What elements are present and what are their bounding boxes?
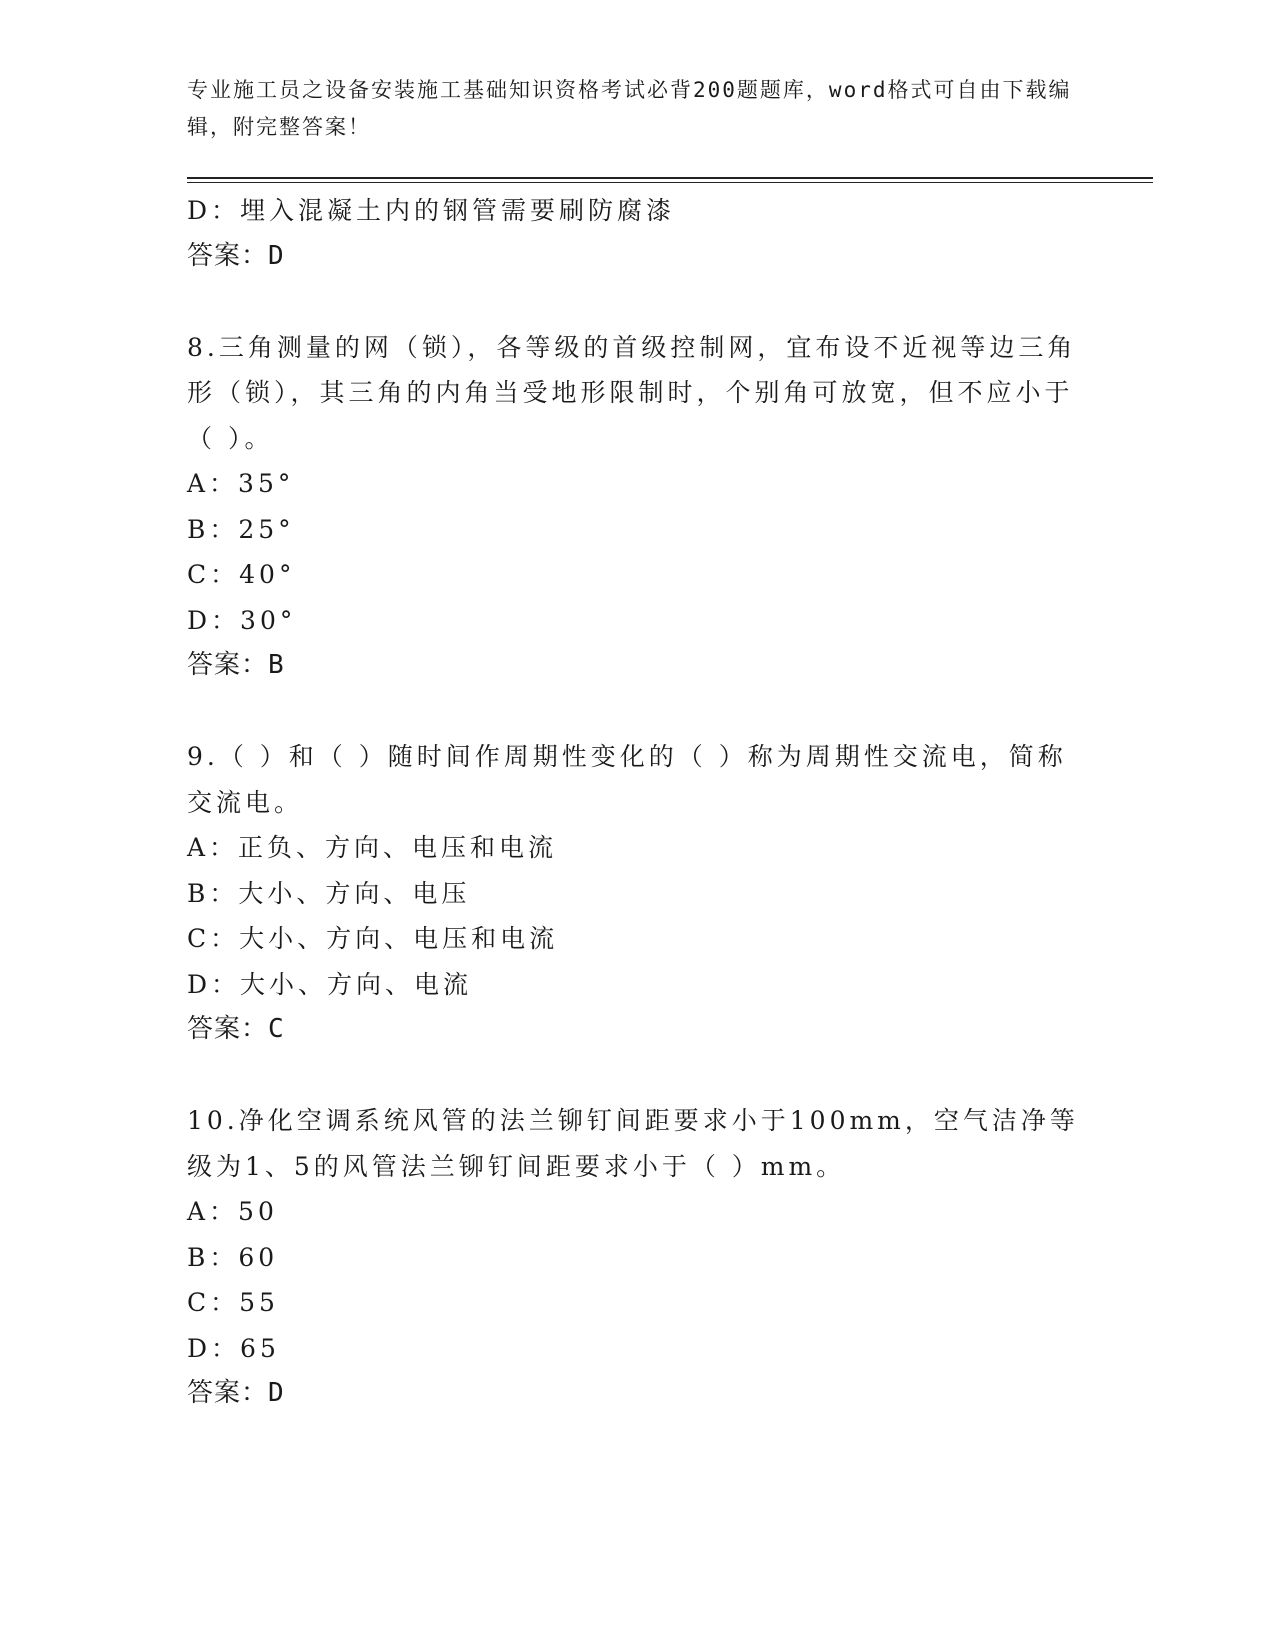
header-divider-thin (187, 182, 1153, 183)
option-d: D：埋入混凝土内的钢管需要刷防腐漆 (187, 196, 676, 225)
answer-line: 答案：D (187, 240, 285, 271)
option-d: D：大小、方向、电流 (187, 969, 473, 999)
answer-line: 答案：C (187, 1014, 285, 1044)
option-b: B：60 (187, 1242, 279, 1272)
document-body (187, 188, 1087, 1417)
spacer (187, 279, 1087, 325)
question-9 (187, 734, 1087, 1053)
option-b: B：大小、方向、电压 (187, 878, 471, 908)
option-c: C：40° (187, 560, 296, 589)
spacer (187, 1053, 1087, 1099)
option-a: A：正负、方向、电压和电流 (187, 833, 558, 862)
option-d: D：65 (187, 1333, 280, 1363)
question-10 (187, 1098, 1087, 1417)
option-a: A：35° (187, 469, 295, 498)
question-8 (187, 325, 1087, 689)
question-stem: 9.（ ）和（ ）随时间作周期性变化的（ ）称为周期性交流电，简称交流电。 (187, 742, 1067, 817)
option-a: A：50 (187, 1197, 278, 1226)
option-c: C：大小、方向、电压和电流 (187, 924, 559, 953)
question-stem: 8.三角测量的网（锁），各等级的首级控制网，宜布设不近视等边三角形（锁），其三角的内角当受地形限制时，个别角可放宽，但不应小于（ ）。 (187, 332, 1077, 453)
answer-line: 答案：B (187, 650, 285, 680)
spacer (187, 689, 1087, 735)
option-c: C：55 (187, 1288, 279, 1317)
question-stem: 10.净化空调系统风管的法兰铆钉间距要求小于100mm，空气洁净等级为1、5的风管法兰铆钉间距要求小于（ ）mm。 (187, 1106, 1079, 1181)
document-header: 专业施工员之设备安装施工基础知识资格考试必背200题题库，word格式可自由下载编辑，附完整答案！ (187, 78, 1072, 139)
answer-line: 答案：D (187, 1378, 285, 1408)
header-divider-thick (187, 177, 1153, 179)
option-d: D：30° (187, 605, 297, 635)
option-b: B：25° (187, 514, 295, 544)
